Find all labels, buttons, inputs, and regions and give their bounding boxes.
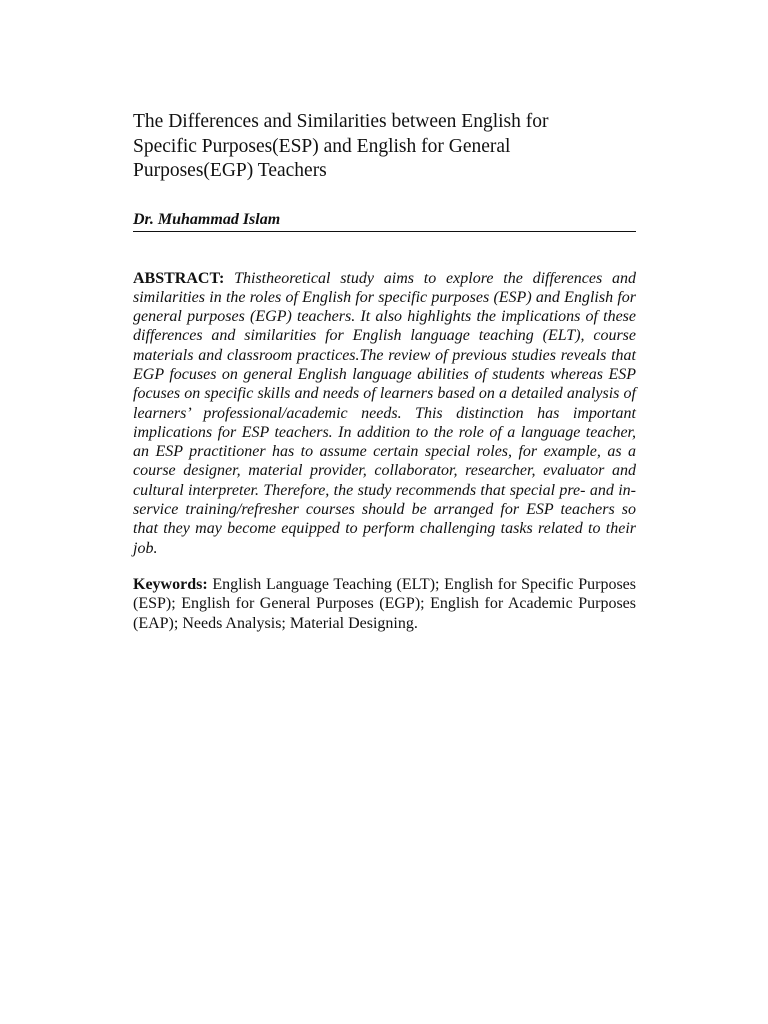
keywords-section [133, 575, 636, 633]
abstract-label: ABSTRACT: [133, 269, 235, 287]
author-name: Dr. Muhammad Islam [133, 210, 281, 228]
abstract-text: Thistheoretical study aims to explore the differences and similarities in the roles of English for specific purposes (ESP) and English for general purposes (EGP) teachers. It also highlights the implications of these differences and similarities for English language teaching (ELT), course materials and classroom practices.The review of previous studies reveals that EGP focuses on general English language abilities of students whereas ESP focuses on specific skills and needs of learners based on a detailed analysis of learners’ professional/academic needs. This distinction has important implications for ESP teachers. In addition to the role of a language teacher, an ESP practitioner has to assume certain special roles, for example, as a course designer, material provider, collaborator, researcher, evaluator and cultural interpreter. Therefore, the study recommends that special pre- and in-service training/refresher courses should be arranged for ESP teachers so that they may become equipped to perform challenging tasks related to their job. [133, 269, 637, 557]
paper-title: The Differences and Similarities between English for Specific Purposes(ESP) and English for General Purposes(EGP) Teachers [133, 111, 549, 181]
page-content [133, 110, 636, 633]
keywords-text: English Language Teaching (ELT); English for Specific Purposes (ESP); English for General Purposes (EGP); English for Academic Purposes (EAP); Needs Analysis; Material Designing. [133, 575, 637, 632]
author-block [133, 210, 636, 232]
abstract-section [133, 269, 636, 558]
keywords-label: Keywords: [133, 575, 213, 593]
